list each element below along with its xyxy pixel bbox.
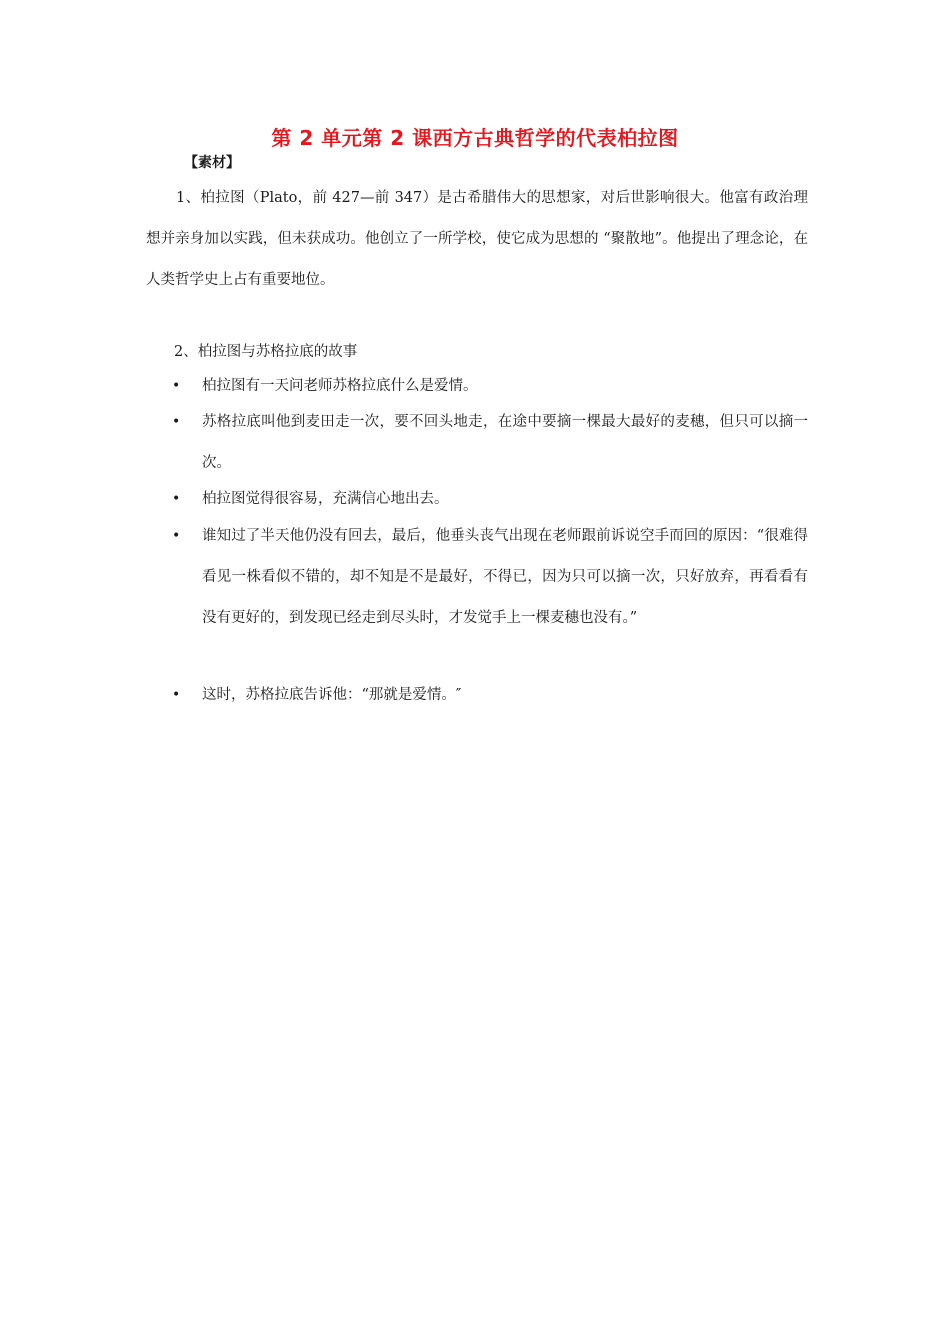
- paragraph-plato-intro: [146, 178, 808, 301]
- bullet-icon: •: [172, 528, 181, 544]
- list-item-text: 苏格拉底叫他到麦田走一次，要不回头地走，在途中要摘一棵最大最好的麦穗，但只可以摘一次。: [202, 414, 808, 471]
- document-title: 第 2 单元第 2 课西方古典哲学的代表柏拉图: [271, 126, 679, 150]
- list-item-text: 柏拉图觉得很容易，充满信心地出去。: [202, 491, 449, 507]
- bullet-icon: •: [172, 687, 181, 703]
- bullet-icon: •: [172, 378, 181, 394]
- list-item-text: 柏拉图有一天问老师苏格拉底什么是爱情。: [202, 378, 478, 394]
- paragraph-text: 1、柏拉图（Plato，前 427—前 347）是古希腊伟大的思想家，对后世影响很大。他富有政治理想并亲身加以实践，但未获成功。他创立了一所学校，使它成为思想的 “聚散地”。他提出了理念论，在人类哲学史上占有重要地位。: [146, 190, 808, 288]
- bullet-icon: •: [172, 491, 181, 507]
- list-item-text: 谁知过了半天他仍没有回去，最后，他垂头丧气出现在老师跟前诉说空手而回的原因：“很难得看见一株看似不错的，却不知是不是最好，不得已，因为只可以摘一次，只好放弃，再看看有没有更好的，到发现已经走到尽头时，才发觉手上一棵麦穗也没有。”: [202, 528, 808, 626]
- bullet-icon: •: [172, 414, 181, 430]
- list-item-text: 这时，苏格拉底告诉他：“那就是爱情。″: [202, 687, 462, 703]
- section-label: 【素材】: [184, 155, 240, 171]
- paragraph-story-heading: 2、柏拉图与苏格拉底的故事: [174, 344, 358, 360]
